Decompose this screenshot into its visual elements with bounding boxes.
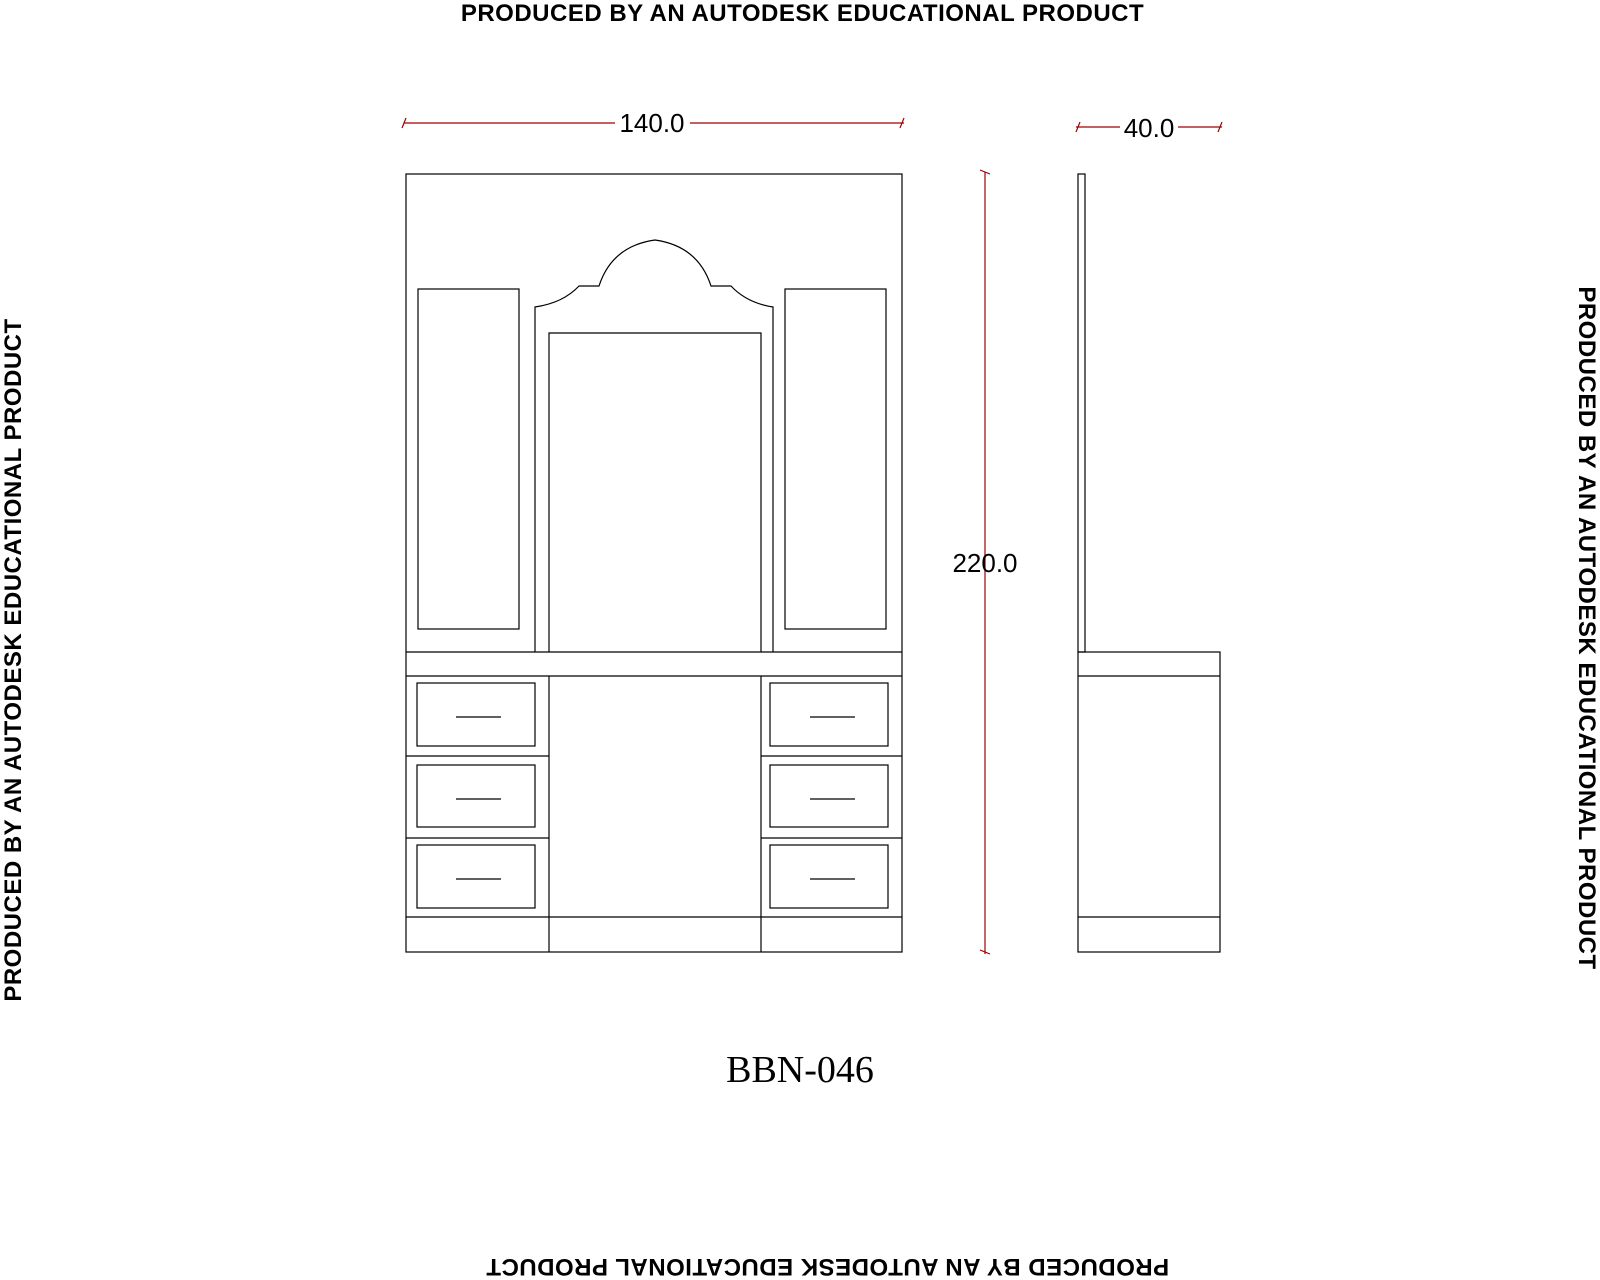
- dimension-label-depth: 40.0: [1123, 113, 1175, 143]
- drawer: [770, 765, 888, 827]
- drawer: [770, 845, 888, 908]
- mirror-crown-frame: [535, 240, 773, 652]
- drawer: [417, 765, 535, 827]
- drawer: [417, 845, 535, 908]
- left-tall-panel: [418, 289, 519, 629]
- dimension-label-height: 220.0: [952, 548, 1018, 578]
- watermark-left: PRODUCED BY AN AUTODESK EDUCATIONAL PRODUCT: [0, 318, 27, 1002]
- front-outer-frame: [406, 174, 902, 952]
- right-tall-panel: [785, 289, 886, 629]
- dimension-width: [402, 108, 904, 138]
- dimension-depth: [1076, 113, 1222, 143]
- drawer: [417, 683, 535, 746]
- drawer: [770, 683, 888, 746]
- mirror-glass: [549, 333, 761, 652]
- watermark-top: PRODUCED BY AN AUTODESK EDUCATIONAL PRODUCT: [460, 0, 1145, 27]
- side-elevation: [1078, 174, 1220, 952]
- watermark-bottom: PRODUCED BY AN AUTODESK EDUCATIONAL PRODUCT: [485, 1253, 1170, 1280]
- drawing-code: BBN-046: [726, 1049, 874, 1091]
- side-cabinet-outline: [1078, 652, 1220, 952]
- side-mirror-profile: [1078, 174, 1085, 652]
- dimension-label-width: 140.0: [619, 108, 685, 138]
- dimension-height: [952, 170, 1017, 954]
- front-elevation: [406, 174, 902, 952]
- watermark-right: PRODUCED BY AN AUTODESK EDUCATIONAL PRODUCT: [1573, 286, 1600, 970]
